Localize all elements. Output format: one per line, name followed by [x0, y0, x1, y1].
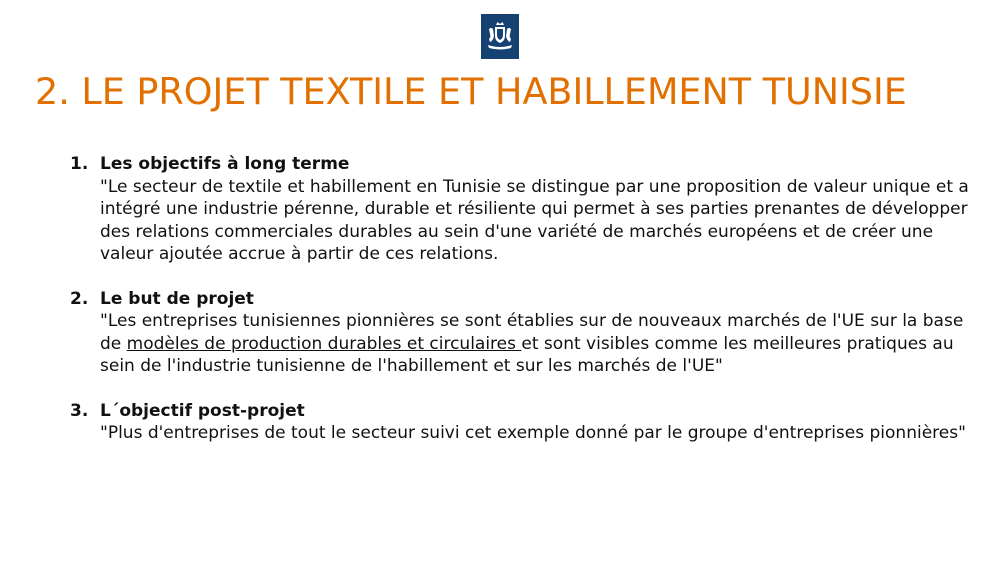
- item-text-before: "Les entreprises tunisiennes pionnières se sont établies sur de nouveaux marchés de l'UE sur la base de: [100, 311, 964, 354]
- coat-of-arms-logo: [481, 14, 519, 59]
- item-heading: L´objectif post-projet: [100, 400, 305, 421]
- list-item: [70, 400, 970, 445]
- item-number: 3.: [70, 400, 89, 421]
- underlined-phrase: modèles de production durables et circulaires: [126, 333, 522, 354]
- coat-of-arms-icon: [481, 14, 519, 59]
- list-item: [70, 153, 970, 266]
- item-text: "Le secteur de textile et habillement en Tunisie se distingue par une proposition de valeur unique et a intégré une industrie pérenne, durable et résiliente qui permet à ses parties prenantes de développer des relations commerciales durables au sein d'une variété de marchés européens et de créer une valeur ajoutée accrue à partir de ces relations.: [100, 176, 969, 264]
- item-text: [100, 310, 970, 378]
- item-number: 2.: [70, 288, 89, 309]
- objectives-list: [70, 153, 970, 445]
- item-number: 1.: [70, 154, 89, 174]
- item-text: "Plus d'entreprises de tout le secteur suivi cet exemple donné par le groupe d'entreprises pionnières": [100, 423, 966, 443]
- item-heading: Le but de projet: [100, 288, 254, 309]
- item-text-after: et sont visibles comme les meilleures pratiques au sein de l'industrie tunisienne de l'habillement et sur les marchés de l'UE": [100, 333, 954, 376]
- page-title: 2. LE PROJET TEXTILE ET HABILLEMENT TUNISIE: [35, 70, 907, 113]
- list-item: [70, 288, 970, 378]
- item-heading: Les objectifs à long terme: [100, 154, 350, 174]
